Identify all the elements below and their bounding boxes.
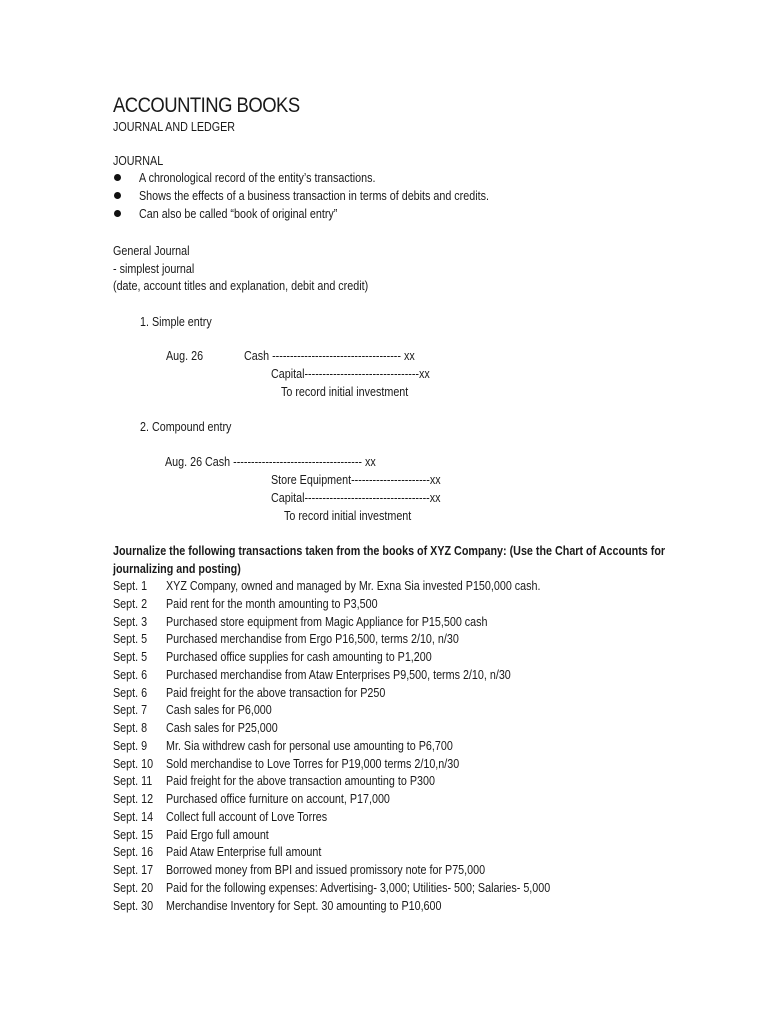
transaction-date: Sept. 15 — [113, 828, 154, 842]
simple-entry-debit: Cash ------------------------------------ xx — [244, 349, 415, 363]
transaction-date: Sept. 2 — [113, 597, 148, 611]
transaction-date: Sept. 6 — [113, 686, 148, 700]
transaction-description: Paid for the following expenses: Advertising- 3,000; Utilities- 500; Salaries- 5,000 — [166, 881, 551, 895]
general-journal-heading: General Journal — [113, 244, 190, 258]
simple-entry-explanation: To record initial investment — [281, 385, 409, 399]
transaction-date: Sept. 20 — [113, 881, 154, 895]
transaction-date: Sept. 6 — [113, 668, 148, 682]
document-title: ACCOUNTING BOOKS — [113, 94, 300, 117]
transaction-date: Sept. 14 — [113, 810, 154, 824]
transaction-description: Purchased merchandise from Ataw Enterprises P9,500, terms 2/10, n/30 — [166, 668, 511, 682]
compound-entry-explanation: To record initial investment — [284, 509, 412, 523]
transaction-date: Sept. 10 — [113, 757, 154, 771]
transaction-description: Paid Ataw Enterprise full amount — [166, 845, 322, 859]
transaction-description: Paid rent for the month amounting to P3,500 — [166, 597, 378, 611]
compound-entry-debit: Aug. 26 Cash ------------------------------------ xx — [165, 455, 376, 469]
transaction-date: Sept. 5 — [113, 650, 148, 664]
transaction-description: Sold merchandise to Love Torres for P19,000 terms 2/10,n/30 — [166, 757, 460, 771]
transaction-date: Sept. 30 — [113, 899, 154, 913]
transaction-date: Sept. 3 — [113, 615, 148, 629]
transaction-date: Sept. 17 — [113, 863, 154, 877]
simple-entry-credit: Capital--------------------------------xx — [271, 367, 430, 381]
journal-bullet-2: Shows the effects of a business transaction in terms of debits and credits. — [139, 189, 489, 203]
transaction-description: Merchandise Inventory for Sept. 30 amounting to P10,600 — [166, 899, 442, 913]
transaction-description: Purchased store equipment from Magic Appliance for P15,500 cash — [166, 615, 488, 629]
transaction-description: Cash sales for P6,000 — [166, 703, 272, 717]
transaction-description: Cash sales for P25,000 — [166, 721, 278, 735]
transaction-description: Paid freight for the above transaction amounting to P300 — [166, 774, 435, 788]
transaction-description: XYZ Company, owned and managed by Mr. Exna Sia invested P150,000 cash. — [166, 579, 541, 593]
instructions-line-2: journalizing and posting) — [113, 562, 241, 576]
transaction-description: Paid Ergo full amount — [166, 828, 269, 842]
compound-entry-credit-1: Store Equipment----------------------xx — [271, 473, 441, 487]
transaction-date: Sept. 16 — [113, 845, 154, 859]
journal-bullet-3: Can also be called “book of original entry” — [139, 207, 338, 221]
compound-entry-label: 2. Compound entry — [140, 420, 232, 434]
simple-entry-date: Aug. 26 — [166, 349, 204, 363]
general-journal-line-2: (date, account titles and explanation, debit and credit) — [113, 279, 369, 293]
transaction-date: Sept. 1 — [113, 579, 148, 593]
transaction-description: Paid freight for the above transaction for P250 — [166, 686, 386, 700]
transaction-description: Collect full account of Love Torres — [166, 810, 328, 824]
transaction-date: Sept. 9 — [113, 739, 148, 753]
journal-bullet-1: A chronological record of the entity’s transactions. — [139, 171, 376, 185]
transaction-date: Sept. 12 — [113, 792, 154, 806]
general-journal-line-1: - simplest journal — [113, 262, 195, 276]
instructions-line-1: Journalize the following transactions taken from the books of XYZ Company: (Use the Chart of Accounts for — [113, 544, 666, 558]
bullet-icon — [114, 210, 121, 217]
transaction-description: Mr. Sia withdrew cash for personal use amounting to P6,700 — [166, 739, 453, 753]
document-subtitle: JOURNAL AND LEDGER — [113, 120, 236, 134]
transaction-description: Purchased office furniture on account, P17,000 — [166, 792, 390, 806]
simple-entry-label: 1. Simple entry — [140, 315, 212, 329]
transaction-date: Sept. 8 — [113, 721, 148, 735]
transaction-description: Borrowed money from BPI and issued promissory note for P75,000 — [166, 863, 486, 877]
transaction-description: Purchased office supplies for cash amounting to P1,200 — [166, 650, 432, 664]
transaction-date: Sept. 11 — [113, 774, 153, 788]
compound-entry-credit-2: Capital-----------------------------------xx — [271, 491, 441, 505]
bullet-icon — [114, 192, 121, 199]
journal-heading: JOURNAL — [113, 154, 164, 168]
transaction-date: Sept. 5 — [113, 632, 148, 646]
transaction-description: Purchased merchandise from Ergo P16,500, terms 2/10, n/30 — [166, 632, 459, 646]
bullet-icon — [114, 174, 121, 181]
transaction-date: Sept. 7 — [113, 703, 148, 717]
